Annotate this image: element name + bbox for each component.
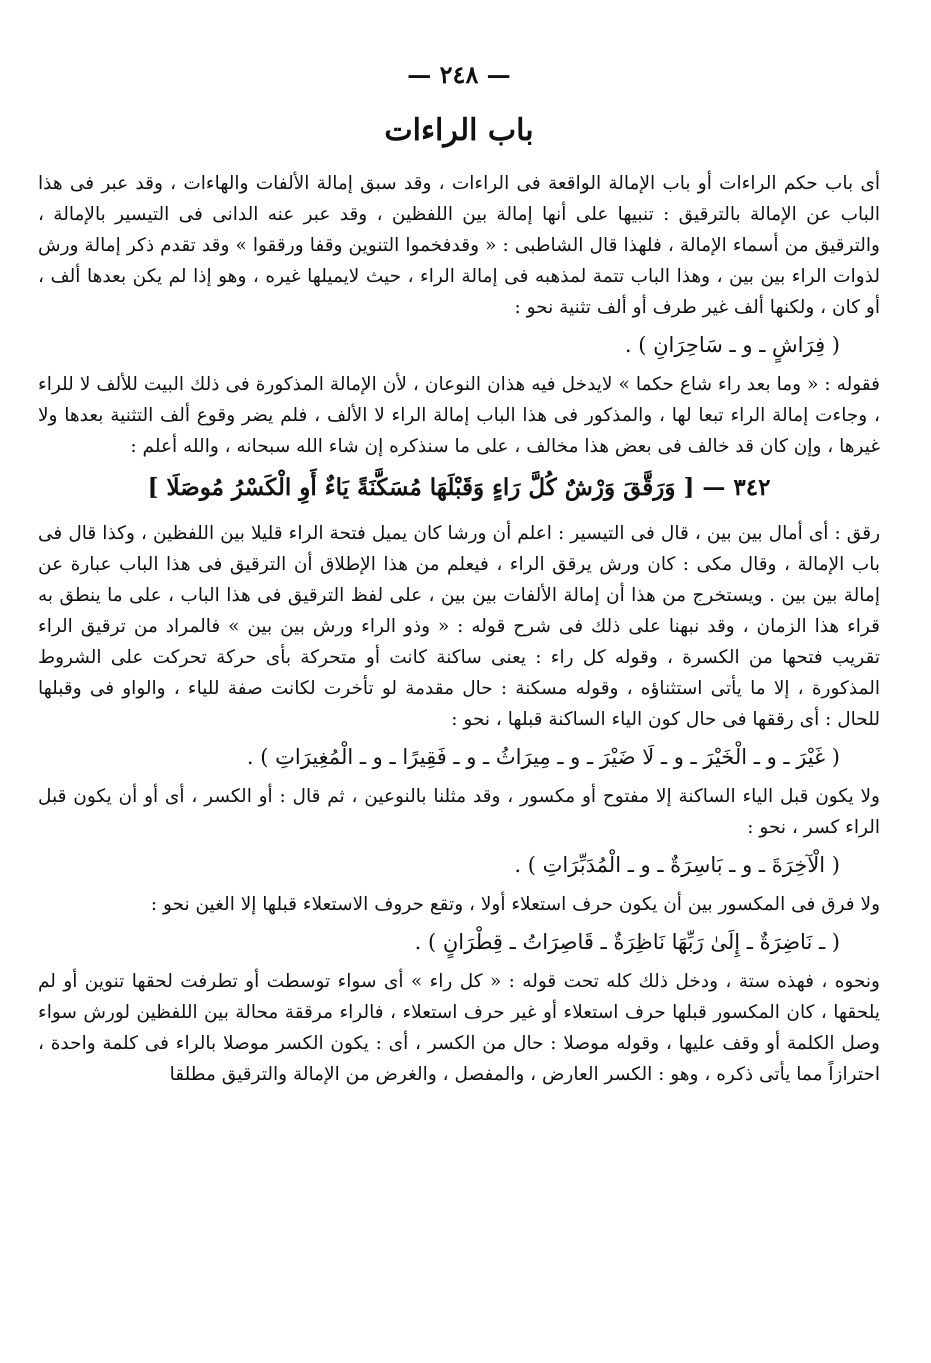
quranic-example-1: ( فِرَاشٍ ـ و ـ سَاحِرَانِ ) .	[624, 333, 840, 357]
paragraph-intro: أى باب حكم الراءات أو باب الإمالة الواقعة فى الراءات ، وقد سبق إمالة الألفات والهاءات ، وقد عبر فى هذا الباب عن الإمالة بالترقيق : تنبيها على أنها إمالة بين اللفظين ، وقد عبر عنه الدانى فى التيسير بالإمالة ، والترقيق من أسماء الإمالة ، فلهذا قال الشاطبى : « وقدفخموا التنوين وقفا ورققوا » وقد تقدم ذكر إمالة ورش لذوات الراء بين بين ، وهذا الباب تتمة لمذهبه فى إمالة الراء ، حيث لايميلها غيره ، وهو إذا لم يكن بعدها ألف ، أو كان ، ولكنها ألف غير طرف أو ألف تثنية نحو :	[38, 173, 880, 318]
page-number: — ٢٤٨ —	[407, 60, 511, 89]
paragraph-istila: ولا فرق فى المكسور بين أن يكون حرف استعلاء أولا ، وتقع حروف الاستعلاء قبلها إلا الغين نحو :	[150, 894, 880, 915]
paragraph-conclusion: ونحوه ، فهذه ستة ، ودخل ذلك كله تحت قوله : « كل راء » أى سواء توسطت أو تطرفت لحقها تنوين أو لم يلحقها ، كان المكسور قبلها حرف استعلاء أو غير حرف استعلاء ، فالراء مرققة محالة بين اللفظين لورش سواء وصل الكلمة أو وقف عليها ، وقوله موصلا : حال من الكسر ، أى : يكون الكسر موصلا بالراء فى كلمة واحدة ، احترازاً مما يأتى ذكره ، وهو : الكسر العارض ، والمفصل ، والغرض من الإمالة والترقيق مطلقا	[38, 971, 880, 1085]
quranic-example-4: ( ـ نَاضِرَةٌ ـ إِلَىٰ رَبِّهَا نَاظِرَةٌ ـ قَاصِرَاتُ ـ قِطْرَانٍ ) .	[414, 930, 840, 954]
poem-verse-342: ٣٤٢ — [ وَرَقَّقَ وَرْشٌ كُلَّ رَاءٍ وَقَبْلَهَا مُسَكَّنَةً يَاءٌ أَوِ الْكَسْرُ مُوصَلَا ]	[147, 474, 771, 501]
paragraph-explanation: رقق : أى أمال بين بين ، قال فى التيسير : اعلم أن ورشا كان يميل فتحة الراء قليلا بين اللفظين ، وكذا قال فى باب الإمالة ، وقال مكى : كان ورش يرقق الراء ، فيعلم من هذا الإطلاق أن الترقيق فى هذا الباب عبارة عن إمالة بين بين . ويستخرج من هذا أن إمالة الألفات بين بين ، على لفظ الترقيق فى هذا الباب ، على ما ينطق به قراء هذا الزمان ، وقد نبهنا على ذلك فى شرح قوله : « وذو الراء ورش بين بين » فالمراد من ترقيق الراء تقريب فتحها من الكسرة ، وقوله كل راء : يعنى ساكنة كانت أو متحركة بأى حركة تحركت على الشروط المذكورة ، إلا ما يأتى استثناؤه ، وقوله مسكنة : حال مقدمة لو تأخرت لكانت صفة للياء ، والواو فى وقبلها للحال : أى رققها فى حال كون الياء الساكنة قبلها ، نحو :	[38, 523, 880, 730]
quranic-example-3: ( الْآخِرَةَ ـ و ـ بَاسِرَةٌ ـ و ـ الْمُدَبِّرَاتِ ) .	[514, 853, 840, 877]
chapter-title: باب الراءات	[384, 113, 534, 148]
quranic-example-2: ( غَيْرَ ـ و ـ الْخَيْرَ ـ و ـ لَا ضَيْرَ ـ و ـ مِيرَاثُ ـ و ـ فَقِيرًا ـ و ـ الْمُغِيرَاتِ ) .	[246, 745, 840, 769]
paragraph-commentary: فقوله : « وما بعد راء شاع حكما » لايدخل فيه هذان النوعان ، لأن الإمالة المذكورة فى ذلك البيت للألف لا للراء ، وجاءت إمالة الراء تبعا لها ، والمذكور فى هذا الباب إمالة الراء لا الألف ، فلم يضر وقوع ألف التثنية بعدها ولا غيرها ، وإن كان قد خالف فى بعض هذا مخالف ، على ما سنذكره إن شاء الله سبحانه ، والله أعلم :	[38, 374, 880, 457]
paragraph-kasr: ولا يكون قبل الياء الساكنة إلا مفتوح أو مكسور ، وقد مثلنا بالنوعين ، ثم قال : أو الكسر ، أى أو أن يكون قبل الراء كسر ، نحو :	[38, 786, 880, 838]
document-page	[38, 58, 880, 1090]
